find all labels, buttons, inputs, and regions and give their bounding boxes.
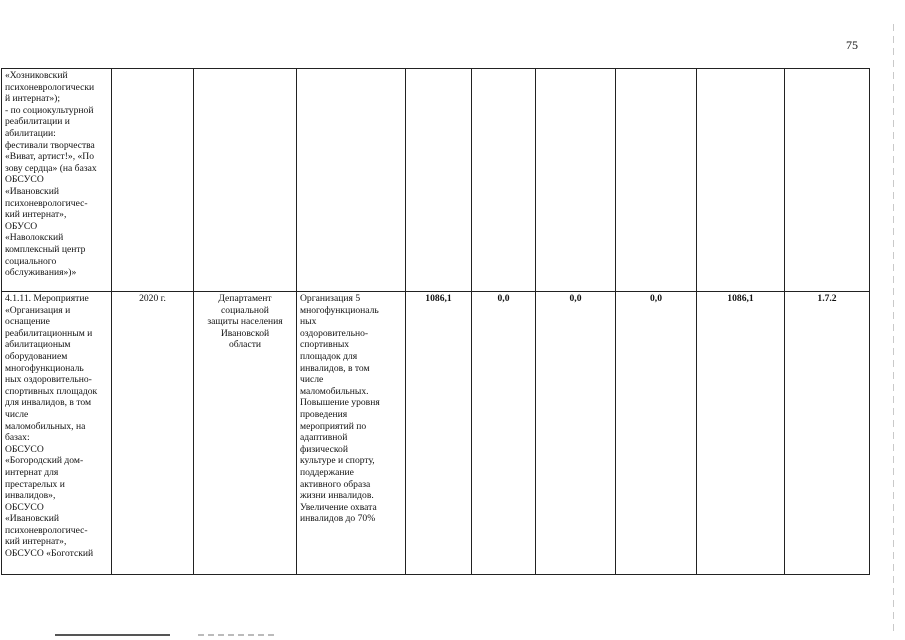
table-row [2, 292, 870, 575]
total-cell [406, 69, 472, 292]
other-sources-cell [697, 69, 785, 292]
table-row [2, 69, 870, 292]
page-number: 75 [846, 38, 858, 52]
indicator-cell [785, 69, 870, 292]
scan-artifact-line [198, 634, 278, 636]
total-cell: 1086,1 [406, 292, 472, 575]
federal-budget-cell: 0,0 [472, 292, 536, 575]
result-cell: Организация 5 многофункциональ ных оздоровительно- спортивных площадок для инвалидов, в том числе маломобильных. Повышение уровня проведения мероприятий по адаптивной физической культуре и спорту, поддержание активного образа жизни инвалидов. Увеличение охвата инвалидов до 70% [297, 292, 406, 575]
result-cell [297, 69, 406, 292]
footnote-rule [55, 634, 170, 636]
regional-budget-cell: 0,0 [536, 292, 616, 575]
regional-budget-cell [536, 69, 616, 292]
period-cell: 2020 г. [112, 292, 194, 575]
activity-description-cell: 4.1.11. Мероприятие «Организация и оснащение реабилитационным и абилитационым оборудованием многофункциональ ных оздоровительно- спортивных площадок для инвалидов, в том числе маломобильных, на базах: ОБСУСО «Богородский дом- интернат для престарелых и инвалидов», ОБСУСО «Ивановский психоневрологичес- кий интернат», ОБСУСО «Боготский [2, 292, 112, 575]
local-budget-cell: 0,0 [616, 292, 697, 575]
scan-edge-line [893, 24, 894, 634]
indicator-cell: 1.7.2 [785, 292, 870, 575]
executor-cell: Департамент социальной защиты населения Ивановской области [194, 292, 297, 575]
activity-description-cell: «Хозниковский психоневрологически й интернат»); - по социокультурной реабилитации и абилитации: фестивали творчества «Виват, артист!», «По зову сердца» (на базах ОБСУСО «Ивановский психоневрологичес- кий интернат», ОБУСО «Наволокский комплексный центр социального обслуживания»)» [2, 69, 112, 292]
period-cell [112, 69, 194, 292]
executor-cell [194, 69, 297, 292]
federal-budget-cell [472, 69, 536, 292]
other-sources-cell: 1086,1 [697, 292, 785, 575]
program-table [1, 68, 870, 575]
local-budget-cell [616, 69, 697, 292]
